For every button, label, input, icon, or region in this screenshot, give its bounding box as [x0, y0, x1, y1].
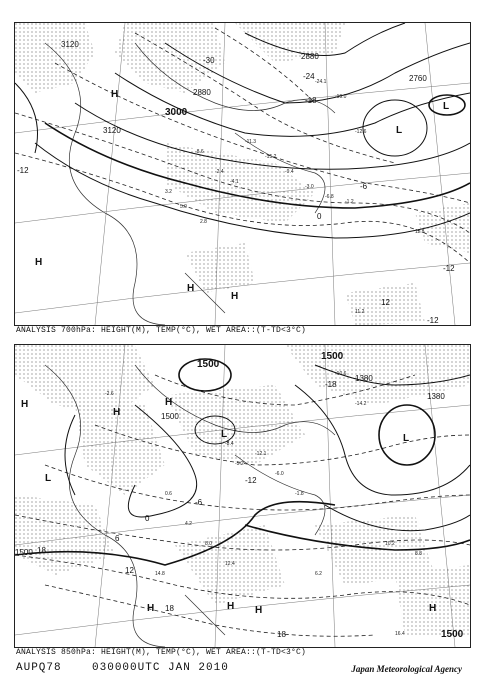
contour-label: 1500	[197, 359, 220, 370]
contour-label: 0	[145, 514, 150, 523]
pressure-center: H	[21, 399, 29, 410]
svg-text:10.2: 10.2	[385, 541, 395, 547]
pressure-center: H	[35, 257, 43, 268]
panel-caption-850hpa: ANALYSIS 850hPa: HEIGHT(M), TEMP(°C), WET AREA::(T-TD<3°C)	[16, 648, 307, 657]
svg-text:-10.6: -10.6	[335, 371, 347, 377]
svg-text:-12.6: -12.6	[355, 129, 367, 135]
map-panel-700hpa	[14, 22, 471, 326]
pressure-center: L	[45, 473, 52, 484]
pressure-center: H	[165, 397, 173, 408]
svg-text:-3.0: -3.0	[305, 184, 314, 190]
svg-text:-6.8: -6.8	[325, 194, 334, 200]
contour-label: 0	[317, 212, 322, 221]
chart-time: 030000UTC JAN 2010	[92, 662, 229, 674]
contour-label: 6	[115, 534, 120, 543]
svg-text:-5.2: -5.2	[235, 461, 244, 467]
contour-label: 18	[277, 630, 286, 639]
contour-label: 12	[381, 298, 390, 307]
svg-text:5.0: 5.0	[180, 204, 187, 210]
svg-text:-4.1: -4.1	[230, 179, 239, 185]
contour-label: -30	[203, 56, 215, 65]
svg-text:-11.3: -11.3	[245, 139, 257, 145]
contour-label: 18	[37, 546, 46, 555]
contour-label: 1500	[15, 548, 33, 557]
svg-text:6.2: 6.2	[315, 571, 322, 577]
map-panel-850hpa	[14, 344, 471, 648]
svg-text:-24.1: -24.1	[315, 79, 327, 85]
pressure-center: H	[187, 283, 195, 294]
agency-name: Japan Meteorological Agency	[351, 664, 462, 674]
svg-text:-9.4: -9.4	[285, 169, 294, 175]
svg-text:-19.0: -19.0	[335, 94, 347, 100]
svg-text:4.2: 4.2	[185, 521, 192, 527]
pressure-center: H	[255, 605, 263, 616]
contour-label: -12	[443, 264, 455, 273]
contour-label: 1500	[161, 412, 179, 421]
contour-label: 3000	[165, 107, 188, 118]
contour-label: 1500	[321, 351, 344, 362]
map-700hpa	[15, 23, 470, 325]
panel-caption-700hpa: ANALYSIS 700hPa: HEIGHT(M), TEMP(°C), WET AREA::(T-TD<3°C)	[16, 326, 307, 335]
contour-label: 1380	[355, 374, 373, 383]
contour-label: 2880	[301, 52, 319, 61]
svg-text:-1.2: -1.2	[345, 199, 354, 205]
svg-text:3.2: 3.2	[165, 189, 172, 195]
svg-text:-14.2: -14.2	[355, 401, 367, 407]
svg-text:16.4: 16.4	[395, 631, 405, 637]
svg-text:11.8: 11.8	[415, 229, 425, 235]
pressure-center: L	[221, 429, 228, 440]
contour-label: -18	[325, 380, 337, 389]
contour-label: -12	[245, 476, 257, 485]
contour-label: -12	[17, 166, 29, 175]
svg-text:-6.0: -6.0	[275, 471, 284, 477]
contour-label: -6	[360, 182, 368, 191]
pressure-center: L	[403, 433, 410, 444]
pressure-center: H	[111, 89, 119, 100]
contour-label: -6	[195, 498, 203, 507]
svg-text:-8.6: -8.6	[195, 149, 204, 155]
contour-label: 2760	[409, 74, 427, 83]
pressure-center: H	[147, 603, 155, 614]
svg-text:14.8: 14.8	[155, 571, 165, 577]
contour-label: 1380	[427, 392, 445, 401]
svg-text:-1.8: -1.8	[295, 491, 304, 497]
contour-label: 18	[165, 604, 174, 613]
pressure-center: H	[429, 603, 437, 614]
contour-label: 3120	[61, 40, 79, 49]
svg-text:11.2: 11.2	[355, 309, 365, 315]
svg-text:0.6: 0.6	[165, 491, 172, 497]
pressure-center: H	[113, 407, 121, 418]
contour-label: -24	[303, 72, 315, 81]
svg-text:2.8: 2.8	[200, 219, 207, 225]
contour-label: 1500	[441, 629, 464, 640]
svg-text:-2.4: -2.4	[215, 169, 224, 175]
pressure-center: L	[443, 101, 450, 112]
svg-text:8.0: 8.0	[205, 541, 212, 547]
contour-label: -12	[427, 316, 439, 325]
contour-label: 12	[125, 566, 134, 575]
pressure-center: H	[227, 601, 235, 612]
svg-text:8.8: 8.8	[415, 551, 422, 557]
svg-text:-12.1: -12.1	[255, 451, 267, 457]
svg-text:-8.4: -8.4	[225, 441, 234, 447]
chart-identifier	[16, 662, 229, 674]
svg-text:-2.6: -2.6	[105, 391, 114, 397]
contour-label: 2880	[193, 88, 211, 97]
map-850hpa	[15, 345, 470, 647]
svg-text:12.4: 12.4	[225, 561, 235, 567]
chart-code: AUPQ78	[16, 662, 62, 674]
contour-label: 3120	[103, 126, 121, 135]
pressure-center: H	[231, 291, 239, 302]
svg-text:-15.2: -15.2	[265, 154, 277, 160]
contour-label: -18	[305, 96, 317, 105]
pressure-center: L	[396, 125, 403, 136]
